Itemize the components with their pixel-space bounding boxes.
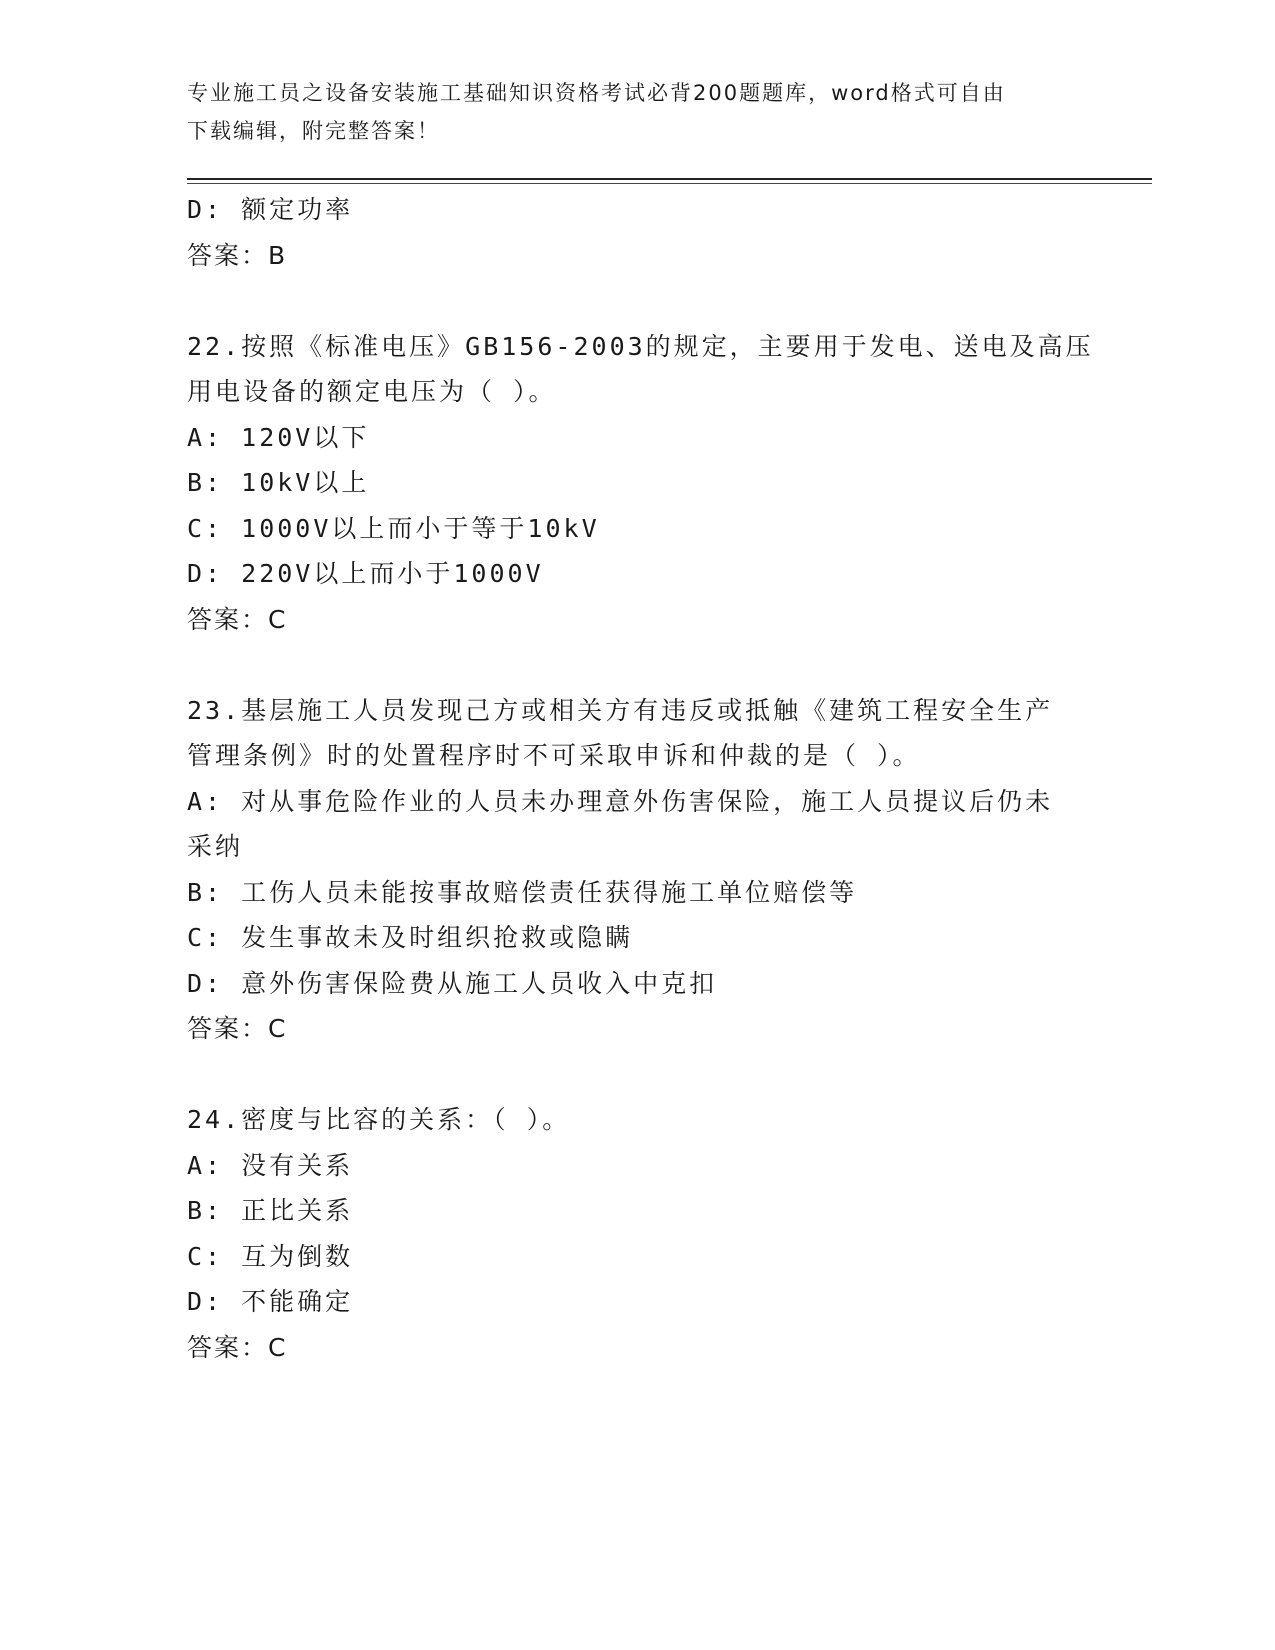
option-d: D: 不能确定 — [187, 1287, 354, 1316]
header-title-line-1: 专业施工员之设备安装施工基础知识资格考试必背200题题库，word格式可自由 — [187, 81, 1006, 105]
question-stem-line-1: 22.按照《标准电压》GB156-2003的规定，主要用于发电、送电及高压 — [187, 331, 1094, 361]
question-list — [187, 187, 1094, 1370]
option-a-line-2: 采纳 — [187, 832, 244, 861]
question-stem: 24.密度与比容的关系：（ ）。 — [187, 1105, 571, 1134]
question-stem-line-2: 管理条例》时的处置程序时不可采取申诉和仲裁的是（ ）。 — [187, 741, 921, 770]
option-d: D: 220V以上而小于1000V — [187, 559, 544, 588]
question-22 — [187, 324, 1094, 643]
option-c: C: 1000V以上而小于等于10kV — [187, 513, 600, 543]
answer-line: 答案：C — [187, 1014, 288, 1043]
question-23 — [187, 688, 1087, 1052]
answer-line: 答案：B — [187, 240, 288, 270]
option-b: B: 正比关系 — [187, 1196, 354, 1225]
header-divider-thin — [187, 183, 1152, 184]
question-24 — [187, 1097, 1087, 1370]
header-divider-thick — [187, 178, 1152, 180]
option-b: B: 10kV以上 — [187, 468, 370, 497]
spacer — [187, 642, 1087, 688]
option-a: A: 120V以下 — [187, 422, 370, 452]
option-b: B: 工伤人员未能按事故赔偿责任获得施工单位赔偿等 — [187, 877, 858, 907]
option-d: D: 意外伤害保险费从施工人员收入中克扣 — [187, 968, 718, 998]
option-d: D: 额定功率 — [187, 195, 354, 224]
question-stem-line-1: 23.基层施工人员发现己方或相关方有违反或抵触《建筑工程安全生产 — [187, 695, 1054, 725]
option-a: A: 没有关系 — [187, 1150, 354, 1180]
spacer — [187, 278, 1087, 324]
answer-line: 答案：C — [187, 604, 288, 634]
question-stem-line-2: 用电设备的额定电压为（ ）。 — [187, 377, 557, 406]
question-21-tail — [187, 187, 1087, 278]
option-a-line-1: A: 对从事危险作业的人员未办理意外伤害保险，施工人员提议后仍未 — [187, 786, 1054, 816]
option-c: C: 发生事故未及时组织抢救或隐瞒 — [187, 923, 634, 952]
document-header — [187, 74, 1087, 150]
option-c: C: 互为倒数 — [187, 1241, 354, 1271]
spacer — [187, 1052, 1087, 1098]
answer-line: 答案：C — [187, 1332, 288, 1362]
header-title-line-2: 下载编辑，附完整答案！ — [187, 119, 440, 143]
